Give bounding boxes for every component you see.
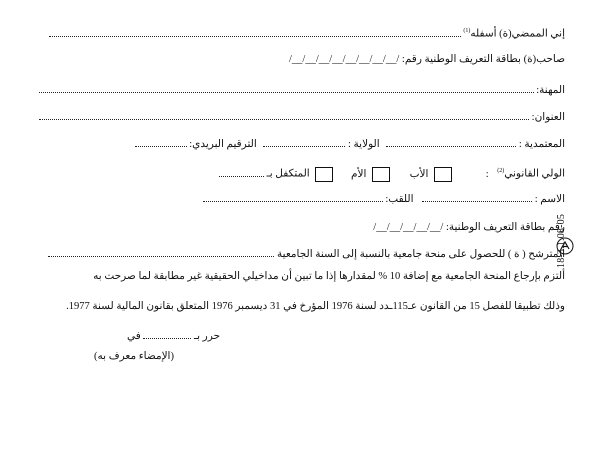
signature-note: (الإمضاء معرف به) [94,351,174,362]
profession-row [39,82,565,98]
id-card-label: صاحب(ة) بطاقة التعريف الوطنية رقم: [401,54,565,65]
delegation-row [135,136,565,152]
name-label: الاسم : [534,194,565,205]
carer-field[interactable] [219,166,264,177]
delegation-label: المعتمدية : [518,139,565,150]
postal-code-field[interactable] [135,136,187,147]
mother-label: الأم [350,168,367,180]
carer-checkbox[interactable] [315,167,333,182]
id-card-row [289,53,565,67]
guardian-id-slots[interactable]: /__/__/__/__/__/ [373,222,444,233]
name-row [203,191,565,207]
signed-at-row [110,328,220,344]
governorate-label: الولاية : [348,139,380,150]
profession-field[interactable] [39,82,534,93]
name-field[interactable] [422,191,532,202]
surname-field[interactable] [203,191,383,202]
candidate-label: المترشح ( ة ) للحصول على منحة جامعية بالنسبة إلى السنة الجامعية [277,249,565,260]
father-label: الأب [409,168,429,180]
address-row [39,109,565,125]
id-card-slots[interactable]: /__/__/__/__/__/__/__/__/ [289,54,400,65]
reference-block [554,190,584,280]
reference-code: 18-3.1.08-05 [556,213,567,268]
signed-at-field[interactable] [143,328,191,339]
guardian-label: الولي القانوني [504,168,565,180]
commitment-line-2: وذلك تطبيقا للفصل 15 من القانون عـ115ـدد لسنة 1976 المؤرخ في 31 ديسمبر 1976 المتعلق بقانون المالية لسنة 1977. [66,301,565,312]
guardian-colon: : [485,168,489,180]
guardian-note: (2) [497,168,505,174]
father-checkbox[interactable] [434,167,452,182]
surname-label: اللقب: [385,194,414,205]
mother-checkbox[interactable] [372,167,390,182]
profession-label: المهنة: [536,85,565,96]
address-label: العنوان: [531,112,565,123]
guardian-row [219,163,565,183]
address-field[interactable] [39,109,529,120]
signer-note: (1) [463,28,471,34]
seal-icon [556,237,574,255]
commitment-line-1: ألتزم بإرجاع المنحة الجامعية مع إضافة 10 % لمقدارها إذا ما تبين أن مداخيلي الحقيقية غير مطابقة لما صرحت به [93,271,565,282]
candidate-row [48,246,565,262]
academic-year-field[interactable] [48,246,274,257]
signed-on-label: في [126,331,141,342]
signer-field[interactable] [49,26,461,37]
signer-row [49,24,565,42]
signed-at-label: حرر بـ [194,331,220,342]
signer-label: إني الممضي(ة) أسفله [470,28,565,40]
carer-label: المتكفل بـ [266,168,310,180]
guardian-id-row [373,221,565,235]
governorate-field[interactable] [263,136,345,147]
postal-code-label: الترقيم البريدي: [189,139,257,150]
guardian-id-label: رقم بطاقة التعريف الوطنية: [445,222,565,233]
delegation-field[interactable] [386,136,516,147]
